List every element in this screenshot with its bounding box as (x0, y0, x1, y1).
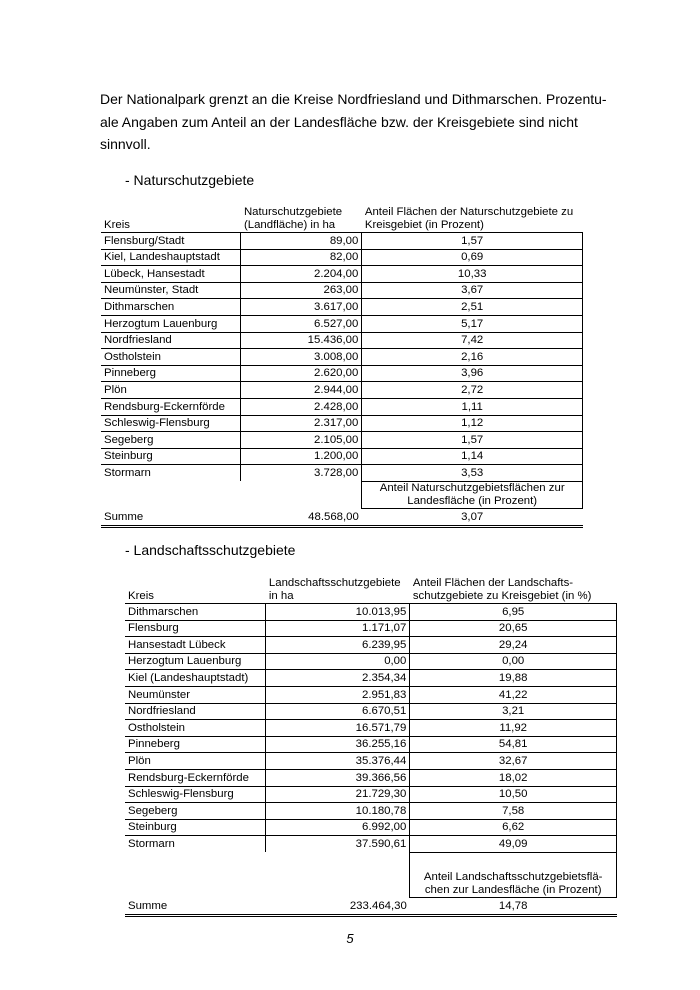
area-cell: 3.008,00 (241, 349, 362, 366)
area-cell: 6.239,95 (266, 637, 410, 654)
share-cell: 1,11 (362, 398, 583, 415)
table-row (101, 415, 583, 432)
share-cell: 3,67 (362, 282, 583, 299)
table-row (125, 736, 617, 753)
kreis-cell: Herzogtum Lauenburg (101, 315, 241, 332)
share-cell: 19,88 (410, 670, 617, 687)
kreis-cell: Segeberg (125, 803, 266, 820)
intro-paragraph (100, 88, 620, 156)
kreis-cell: Neumünster (125, 686, 266, 703)
table-row (101, 365, 583, 382)
kreis-cell: Hansestadt Lübeck (125, 637, 266, 654)
landschaftsschutzgebiete-table (125, 577, 617, 917)
table-row (125, 686, 617, 703)
area-cell: 2.204,00 (241, 266, 362, 283)
area-cell: 21.729,30 (266, 786, 410, 803)
share-cell: 3,53 (362, 465, 583, 482)
table-row (125, 803, 617, 820)
table-row (101, 299, 583, 316)
landschaftsschutzgebiete-table-body (125, 577, 617, 915)
table-row (125, 769, 617, 786)
area-cell: 36.255,16 (266, 736, 410, 753)
area-cell: 3.617,00 (241, 299, 362, 316)
kreis-cell: Flensburg (125, 620, 266, 637)
kreis-cell: Lübeck, Hansestadt (101, 266, 241, 283)
kreis-cell: Kiel, Landeshauptstadt (101, 249, 241, 266)
sum-area: 233.464,30 (266, 897, 410, 915)
table-row (101, 315, 583, 332)
kreis-cell: Ostholstein (101, 349, 241, 366)
share-cell: 18,02 (410, 769, 617, 786)
share-cell: 54,81 (410, 736, 617, 753)
table-row (101, 432, 583, 449)
share-cell: 1,57 (362, 233, 583, 250)
kreis-cell: Pinneberg (101, 365, 241, 382)
area-cell: 2.620,00 (241, 365, 362, 382)
land-share-note: Anteil Naturschutzgebietsflächen zur Landesfläche (in Prozent) (362, 481, 583, 508)
share-cell: 49,09 (410, 836, 617, 853)
table-row (125, 836, 617, 853)
empty-cell (125, 852, 266, 897)
column-header-kreis: Kreis (128, 590, 154, 602)
area-cell: 263,00 (241, 282, 362, 299)
page-number: 5 (346, 931, 354, 946)
kreis-cell: Rendsburg-Eckernförde (125, 769, 266, 786)
kreis-cell: Plön (101, 382, 241, 399)
kreis-cell: Plön (125, 753, 266, 770)
area-cell: 6.670,51 (266, 703, 410, 720)
share-cell: 11,92 (410, 720, 617, 737)
kreis-cell: Flensburg/Stadt (101, 233, 241, 250)
area-cell: 6.992,00 (266, 819, 410, 836)
kreis-cell: Kiel (Landeshauptstadt) (125, 670, 266, 687)
naturschutzgebiete-table (101, 206, 583, 528)
area-cell: 1.200,00 (241, 448, 362, 465)
share-cell: 2,16 (362, 349, 583, 366)
area-cell: 1.171,07 (266, 620, 410, 637)
section-heading-landschaftsschutzgebiete: - Landschaftsschutzgebiete (125, 542, 296, 558)
empty-cell (266, 852, 410, 897)
share-cell: 7,58 (410, 803, 617, 820)
column-header-area: Landschaftsschutzgebiete in ha (268, 577, 401, 602)
table-row (125, 703, 617, 720)
area-cell: 6.527,00 (241, 315, 362, 332)
intro-line: ale Angaben zum Anteil an der Landesfläche bzw. der Kreisgebiete sind nicht (100, 113, 578, 130)
kreis-cell: Segeberg (101, 432, 241, 449)
table-row (101, 349, 583, 366)
kreis-cell: Steinburg (125, 819, 266, 836)
kreis-cell: Rendsburg-Eckernförde (101, 398, 241, 415)
table-row (101, 398, 583, 415)
share-cell: 0,69 (362, 249, 583, 266)
area-cell: 2.951,83 (266, 686, 410, 703)
area-cell: 10.013,95 (266, 604, 410, 621)
area-cell: 35.376,44 (266, 753, 410, 770)
land-share-note-row (101, 481, 583, 508)
area-cell: 2.105,00 (241, 432, 362, 449)
share-cell: 32,67 (410, 753, 617, 770)
table-row (101, 233, 583, 250)
table-row (101, 266, 583, 283)
table-row (125, 819, 617, 836)
column-header-kreis: Kreis (104, 219, 130, 231)
table-row (125, 653, 617, 670)
share-cell: 20,65 (410, 620, 617, 637)
area-cell: 16.571,79 (266, 720, 410, 737)
column-header-share: Anteil Flächen der Naturschutzgebiete zu Kreisgebiet (in Prozent) (364, 206, 574, 231)
share-cell: 6,62 (410, 819, 617, 836)
area-cell: 89,00 (241, 233, 362, 250)
column-header-area: Naturschutzgebiete (Landfläche) in ha (243, 206, 343, 231)
share-cell: 10,50 (410, 786, 617, 803)
share-cell: 5,17 (362, 315, 583, 332)
table-row (125, 620, 617, 637)
kreis-cell: Stormarn (128, 838, 175, 851)
table-row (125, 786, 617, 803)
share-cell: 3,96 (362, 365, 583, 382)
table-row (101, 249, 583, 266)
table-row (125, 720, 617, 737)
sum-label: Summe (101, 508, 241, 526)
land-share-note: Anteil Landschaftsschutzgebietsflä-chen zur Landesfläche (in Prozent) (410, 852, 617, 897)
table-row (101, 448, 583, 465)
share-cell: 2,72 (362, 382, 583, 399)
kreis-cell: Steinburg (101, 448, 241, 465)
naturschutzgebiete-table-body (101, 206, 583, 526)
area-cell: 2.354,34 (266, 670, 410, 687)
table-row (101, 465, 583, 482)
kreis-cell: Herzogtum Lauenburg (125, 653, 266, 670)
kreis-cell: Ostholstein (125, 720, 266, 737)
sum-row (125, 897, 617, 915)
section-heading-naturschutzgebiete: - Naturschutzgebiete (125, 172, 255, 188)
table-row (101, 382, 583, 399)
kreis-cell: Dithmarschen (125, 604, 266, 621)
share-cell: 7,42 (362, 332, 583, 349)
kreis-cell: Nordfriesland (101, 332, 241, 349)
sum-label: Summe (125, 897, 266, 915)
kreis-cell: Nordfriesland (125, 703, 266, 720)
sum-row (101, 508, 583, 526)
share-cell: 1,12 (362, 415, 583, 432)
kreis-cell: Stormarn (104, 467, 151, 480)
area-cell: 2.944,00 (241, 382, 362, 399)
area-cell: 2.428,00 (241, 398, 362, 415)
kreis-cell: Neumünster, Stadt (101, 282, 241, 299)
table-row (125, 753, 617, 770)
share-cell: 0,00 (410, 653, 617, 670)
share-cell: 41,22 (410, 686, 617, 703)
table-row (101, 332, 583, 349)
land-share-note-row (125, 852, 617, 897)
table-row (101, 282, 583, 299)
share-cell: 1,14 (362, 448, 583, 465)
share-cell: 29,24 (410, 637, 617, 654)
kreis-cell: Schleswig-Flensburg (125, 786, 266, 803)
share-cell: 10,33 (362, 266, 583, 283)
area-cell: 2.317,00 (241, 415, 362, 432)
area-cell: 0,00 (266, 653, 410, 670)
area-cell: 3.728,00 (241, 465, 362, 482)
kreis-cell: Schleswig-Flensburg (101, 415, 241, 432)
empty-cell (101, 481, 241, 508)
empty-cell (241, 481, 362, 508)
share-cell: 2,51 (362, 299, 583, 316)
table-row (125, 604, 617, 621)
table-header-row (101, 206, 583, 233)
table-row (125, 637, 617, 654)
area-cell: 37.590,61 (266, 836, 410, 853)
area-cell: 15.436,00 (241, 332, 362, 349)
share-cell: 6,95 (410, 604, 617, 621)
table-header-row (125, 577, 617, 604)
kreis-cell: Dithmarschen (101, 299, 241, 316)
area-cell: 10.180,78 (266, 803, 410, 820)
kreis-cell: Pinneberg (125, 736, 266, 753)
sum-share: 3,07 (362, 508, 583, 526)
share-cell: 3,21 (410, 703, 617, 720)
table-row (125, 670, 617, 687)
share-cell: 1,57 (362, 432, 583, 449)
area-cell: 82,00 (241, 249, 362, 266)
sum-area: 48.568,00 (241, 508, 362, 526)
intro-line: Der Nationalpark grenzt an die Kreise Nordfriesland und Dithmarschen. Prozentu- (100, 91, 607, 107)
sum-share: 14,78 (410, 897, 617, 915)
area-cell: 39.366,56 (266, 769, 410, 786)
column-header-share: Anteil Flächen der Landschafts-schutzgebiete zu Kreisgebiet (in %) (412, 577, 592, 602)
intro-line: sinnvoll. (100, 136, 151, 152)
